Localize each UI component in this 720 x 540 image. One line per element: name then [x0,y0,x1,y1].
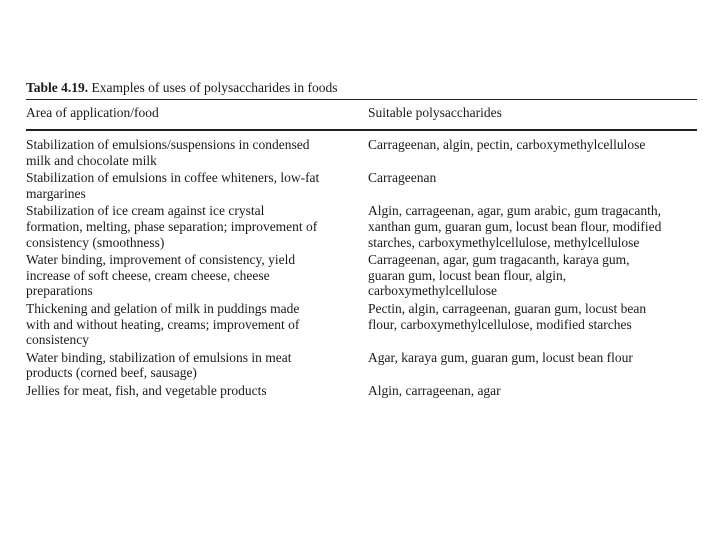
cell-area-line: Stabilization of emulsions in coffee whiteners, low-fat [26,170,320,186]
table-body [26,131,697,399]
cell-polysaccharides [368,301,697,348]
header-area: Area of application/food [26,105,159,120]
cell-area-line: Water binding, stabilization of emulsions in meat [26,349,292,365]
cell-polysaccharides-line: Agar, karaya gum, guaran gum, locust bean flour [368,349,633,365]
cell-area-line: Thickening and gelation of milk in puddings made [26,300,300,316]
cell-area-line: Stabilization of emulsions/suspensions in condensed [26,137,310,152]
table-caption-label: Table 4.19. [26,80,89,95]
cell-polysaccharides [368,203,697,250]
cell-area-line: with and without heating, creams; improvement of [26,316,300,332]
cell-area-line: milk and chocolate milk [26,152,157,168]
cell-area-line: formation, melting, phase separation; improvement of [26,218,318,234]
table-row [26,203,697,250]
cell-area-line: margarines [26,185,86,201]
table-header-row [26,100,697,129]
cell-area-line: Water binding, improvement of consistency, yield [26,252,296,268]
table-row [26,350,697,381]
cell-area [26,350,368,381]
cell-polysaccharides-line: Algin, carrageenan, agar, gum arabic, gum tragacanth, [368,203,661,219]
cell-polysaccharides [368,170,697,201]
cell-area-line: preparations [26,283,93,299]
cell-polysaccharides-line: carboxymethylcellulose [368,283,497,299]
polysaccharide-table [26,79,697,401]
cell-area-line: products (corned beef, sausage) [26,365,197,381]
cell-polysaccharides-line: Carrageenan, agar, gum tragacanth, karaya gum, [368,252,630,268]
cell-area [26,203,368,250]
cell-polysaccharides-line: starches, carboxymethylcellulose, methylcellulose [368,234,640,250]
cell-area-line: consistency [26,332,89,348]
table-row [26,252,697,299]
cell-polysaccharides-line: guaran gum, locust bean flour, algin, [368,267,567,283]
cell-polysaccharides-line: xanthan gum, guaran gum, locust bean flour, modified [368,218,662,234]
cell-polysaccharides [368,383,697,399]
cell-area [26,252,368,299]
cell-polysaccharides-line: Carrageenan [368,170,437,186]
cell-area [26,170,368,201]
cell-polysaccharides [368,350,697,381]
cell-area [26,137,368,168]
cell-area-line: increase of soft cheese, cream cheese, cheese [26,267,270,283]
cell-polysaccharides-line: Pectin, algin, carrageenan, guaran gum, locust bean [368,300,647,316]
cell-polysaccharides-line: flour, carboxymethylcellulose, modified starches [368,316,632,332]
table-row [26,137,697,168]
header-polysaccharides: Suitable polysaccharides [368,105,502,120]
cell-polysaccharides-line: Carrageenan, algin, pectin, carboxymethylcellulose [368,137,646,152]
cell-area-line: Stabilization of ice cream against ice crystal [26,203,265,219]
cell-area-line: Jellies for meat, fish, and vegetable products [26,382,267,398]
cell-area [26,383,368,399]
table-row [26,383,697,399]
cell-area-line: consistency (smoothness) [26,234,165,250]
table-caption [26,79,697,96]
cell-polysaccharides [368,252,697,299]
cell-polysaccharides [368,137,697,168]
cell-area [26,301,368,348]
table-row [26,170,697,201]
table-caption-text: Examples of uses of polysaccharides in foods [88,80,338,95]
cell-polysaccharides-line: Algin, carrageenan, agar [368,382,501,398]
table-row [26,301,697,348]
